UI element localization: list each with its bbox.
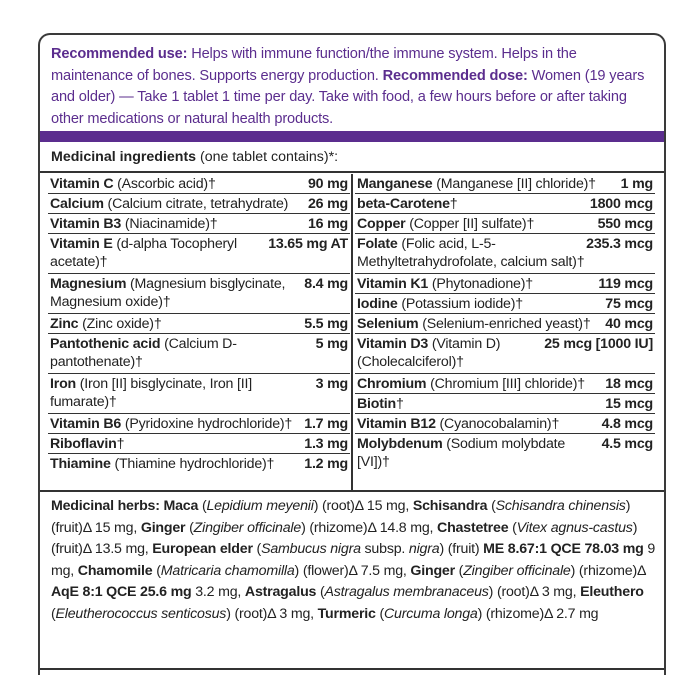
herb-latin-name: Curcuma longa (383, 605, 478, 622)
herb-name: Eleuthero (580, 584, 644, 600)
ingredients-right-column (355, 174, 655, 474)
panel-bottom-rule (40, 668, 664, 670)
accent-divider (40, 131, 664, 142)
herb-detail: ) (rhizome)Δ 2.7 mg (477, 605, 599, 622)
ingredient-row (48, 454, 350, 474)
herb-latin-name: Vitex agnus-castus (516, 519, 633, 536)
herb-name: Ginger (140, 519, 186, 536)
ingredient-source: (Vitamin D) (Cholecalciferol)† (357, 336, 501, 370)
ingredient-row (355, 334, 655, 374)
ingredient-source: (Phytonadione)† (431, 276, 533, 292)
ingredient-amount: 25 mcg [1000 IU] (544, 336, 653, 352)
herb-detail: ) (rhizome)Δ 14.8 mg, (301, 519, 438, 536)
herb-detail: ( (152, 562, 161, 579)
herb-name: European elder (152, 541, 253, 557)
herb-detail: 3.2 mg, (191, 584, 245, 600)
herb-detail: ) (root)Δ 15 mg, (313, 498, 413, 514)
ingredient-title: Manganese (357, 176, 433, 192)
ingredient-source: † (116, 436, 125, 452)
ingredient-row (355, 394, 655, 414)
ingredient-row (48, 274, 350, 314)
supplement-facts-panel (38, 33, 666, 675)
herb-latin-name: Matricaria chamomilla (160, 562, 295, 579)
ingredient-title: Vitamin C (50, 176, 114, 192)
medicinal-herbs-label: Medicinal herbs: (51, 498, 160, 514)
herb-detail: ( (375, 605, 384, 622)
herb-detail: ( (51, 605, 56, 622)
table-top-rule (40, 171, 664, 173)
herb-detail: subsp. (360, 541, 409, 557)
ingredient-row (48, 194, 350, 214)
ingredient-source: (Calcium citrate, tetrahydrate) (107, 196, 289, 212)
ingredient-title: Vitamin D3 (357, 336, 429, 352)
ingredient-row (48, 174, 350, 194)
ingredient-title: beta-Carotene (357, 196, 450, 212)
herb-name: Chamomile (77, 562, 153, 579)
herb-detail: 9 mg, (51, 541, 656, 579)
ingredient-amount: 90 mg (307, 176, 348, 192)
ingredient-amount: 1800 mcg (589, 196, 653, 212)
column-divider (351, 174, 353, 490)
herb-detail: ( (252, 541, 262, 557)
herb-name: AqE 8:1 QCE 25.6 mg (51, 584, 192, 600)
ingredient-amount: 40 mcg (605, 316, 653, 332)
ingredient-title: Magnesium (50, 276, 127, 292)
recommended-dose-text: Women (19 years and older) — Take 1 tablet 1 time per day. Take with food, a few hours before or after taking other medications or natural health products. (51, 67, 645, 127)
ingredient-source: (Ascorbic acid)† (117, 176, 216, 192)
herb-latin-name: Lepidium meyenii (206, 498, 314, 514)
ingredient-row (355, 234, 655, 274)
ingredient-title: Vitamin B3 (50, 216, 122, 232)
herb-name: ME 8.67:1 QCE 78.03 mg (483, 541, 644, 557)
ingredient-title: Zinc (50, 316, 79, 332)
ingredient-title: Vitamin B12 (357, 416, 436, 432)
ingredient-title: Calcium (50, 196, 104, 212)
herb-detail: ) (fruit)Δ 15 mg, (51, 498, 631, 536)
ingredient-amount: 15 mcg (605, 396, 653, 412)
ingredient-amount: 3 mg (315, 376, 348, 392)
ingredient-amount: 18 mcg (605, 376, 653, 392)
recommended-dose-label: Recommended dose: (382, 67, 528, 84)
herb-detail: ) (root)Δ 3 mg, (488, 584, 581, 600)
ingredient-source: (Chromium [III] chloride)† (430, 376, 585, 392)
ingredient-amount: 235.3 mcg (586, 236, 653, 252)
ingredient-title: Riboflavin (50, 436, 117, 452)
ingredient-amount: 1.2 mg (304, 456, 348, 472)
ingredient-row (48, 414, 350, 434)
ingredient-amount: 13.65 mg AT (268, 236, 348, 252)
herb-detail: ( (185, 519, 194, 536)
recommended-use-label: Recommended use: (51, 46, 188, 62)
herb-latin-name: Eleutherococcus senticosus (55, 605, 227, 622)
herb-detail: ( (316, 584, 325, 600)
ingredient-name (50, 175, 350, 193)
ingredient-title: Biotin (357, 396, 396, 412)
ingredient-amount: 4.5 mcg (601, 436, 653, 452)
ingredient-row (48, 214, 350, 234)
ingredient-amount: 1.7 mg (304, 416, 348, 432)
herb-latin-name: Astragalus membranaceus (324, 584, 489, 600)
ingredient-source: (Selenium-enriched yeast)† (422, 316, 591, 332)
ingredient-amount: 4.8 mcg (601, 416, 653, 432)
herb-name: Schisandra (412, 498, 488, 514)
recommended-use-text: Helps with immune function/the immune system. Helps in the maintenance of bones. Supports energy production. (51, 46, 577, 84)
ingredient-name (50, 335, 348, 371)
ingredient-amount: 26 mg (307, 196, 348, 212)
ingredient-row (355, 274, 655, 294)
ingredient-title: Vitamin E (50, 236, 113, 252)
ingredient-title: Vitamin K1 (357, 276, 429, 292)
ingredient-row (355, 414, 655, 434)
ingredient-row (48, 374, 350, 414)
ingredient-source: (d-alpha Tocopheryl acetate)† (50, 236, 237, 270)
medicinal-ingredients-title: Medicinal ingredients (51, 149, 197, 165)
ingredient-source: (Niacinamide)† (124, 216, 218, 232)
ingredient-row (355, 294, 655, 314)
ingredient-row (48, 434, 350, 454)
ingredient-title: Folate (357, 236, 398, 252)
ingredient-source: (Magnesium bisglycinate, Magnesium oxide)† (50, 276, 286, 310)
herb-name: Turmeric (317, 605, 376, 622)
ingredient-name (50, 195, 350, 213)
recommended-use-block (51, 44, 651, 130)
ingredient-source: † (449, 196, 458, 212)
ingredient-row (355, 374, 655, 394)
herb-name: Chastetree (437, 519, 509, 536)
ingredient-row (355, 214, 655, 234)
herb-detail: ( (487, 498, 496, 514)
ingredient-name (50, 215, 350, 233)
ingredient-amount: 1 mg (620, 176, 653, 192)
ingredient-amount: 119 mcg (598, 276, 653, 292)
ingredient-amount: 5.5 mg (304, 316, 348, 332)
ingredient-amount: 75 mcg (605, 296, 653, 312)
herb-name: Ginger (410, 562, 455, 579)
ingredient-amount: 550 mcg (597, 216, 653, 232)
ingredient-source: (Cyanocobalamin)† (439, 416, 560, 432)
herb-latin-name: Sambucus nigra (261, 541, 361, 557)
herb-detail: ( (508, 519, 517, 536)
ingredient-source: (Manganese [II] chloride)† (436, 176, 596, 192)
herb-latin-name: Zingiber officinale (463, 562, 571, 579)
ingredient-amount: 5 mg (315, 336, 348, 352)
ingredient-title: Iodine (357, 296, 398, 312)
herb-detail: ) (fruit)Δ 13.5 mg, (51, 519, 638, 557)
ingredient-source: (Copper [II] sulfate)† (409, 216, 535, 232)
herb-name: Astragalus (244, 584, 317, 600)
herb-latin-name: Schisandra chinensis (495, 498, 626, 514)
ingredient-row (48, 334, 350, 374)
ingredient-source: (Sodium molybdate [VI])† (357, 436, 566, 470)
herb-detail: ) (flower)Δ 7.5 mg, (294, 562, 411, 579)
herb-detail: ( (454, 562, 464, 579)
ingredient-source: † (396, 396, 404, 412)
table-bottom-rule (40, 490, 664, 492)
medicinal-herbs-block (51, 496, 655, 625)
ingredient-amount: 16 mg (307, 216, 348, 232)
ingredient-source: (Iron [II] bisglycinate, Iron [II] fumarate)† (50, 376, 252, 410)
ingredient-row (48, 314, 350, 334)
medicinal-ingredients-heading (51, 149, 338, 165)
medicinal-ingredients-subtitle: (one tablet contains)*: (200, 149, 339, 165)
ingredient-source: (Zinc oxide)† (82, 316, 162, 332)
ingredient-amount: 8.4 mg (304, 276, 348, 292)
ingredient-row (355, 314, 655, 334)
ingredient-name (50, 375, 348, 411)
ingredient-title: Molybdenum (357, 436, 443, 452)
ingredient-name (357, 175, 655, 193)
ingredient-title: Vitamin B6 (50, 416, 122, 432)
herb-latin-name: nigra (408, 541, 440, 557)
ingredient-title: Copper (357, 216, 406, 232)
ingredient-row (355, 434, 655, 474)
ingredient-source: (Folic acid, L-5-Methyltetrahydrofolate, calcium salt)† (357, 236, 585, 270)
ingredients-left-column (48, 174, 350, 474)
herb-latin-name: Zingiber officinale (193, 519, 302, 536)
ingredient-title: Thiamine (50, 456, 111, 472)
ingredient-source: (Calcium D-pantothenate)† (50, 336, 237, 370)
ingredient-row (48, 234, 350, 274)
ingredient-row (355, 194, 655, 214)
ingredient-title: Chromium (357, 376, 427, 392)
ingredient-source: (Potassium iodide)† (401, 296, 523, 312)
ingredient-title: Iron (50, 376, 76, 392)
ingredient-amount: 1.3 mg (304, 436, 348, 452)
herb-detail: ( (198, 498, 207, 514)
ingredient-source: (Pyridoxine hydrochloride)† (124, 416, 293, 432)
herb-name: Maca (163, 498, 199, 514)
ingredient-source: (Thiamine hydrochloride)† (114, 456, 275, 472)
ingredient-title: Selenium (357, 316, 419, 332)
herb-detail: ) (root)Δ 3 mg, (226, 605, 318, 622)
herb-detail: ) (fruit) (439, 541, 484, 557)
herb-detail: ) (rhizome)Δ (570, 562, 646, 579)
ingredient-title: Pantothenic acid (50, 336, 161, 352)
ingredient-row (355, 174, 655, 194)
